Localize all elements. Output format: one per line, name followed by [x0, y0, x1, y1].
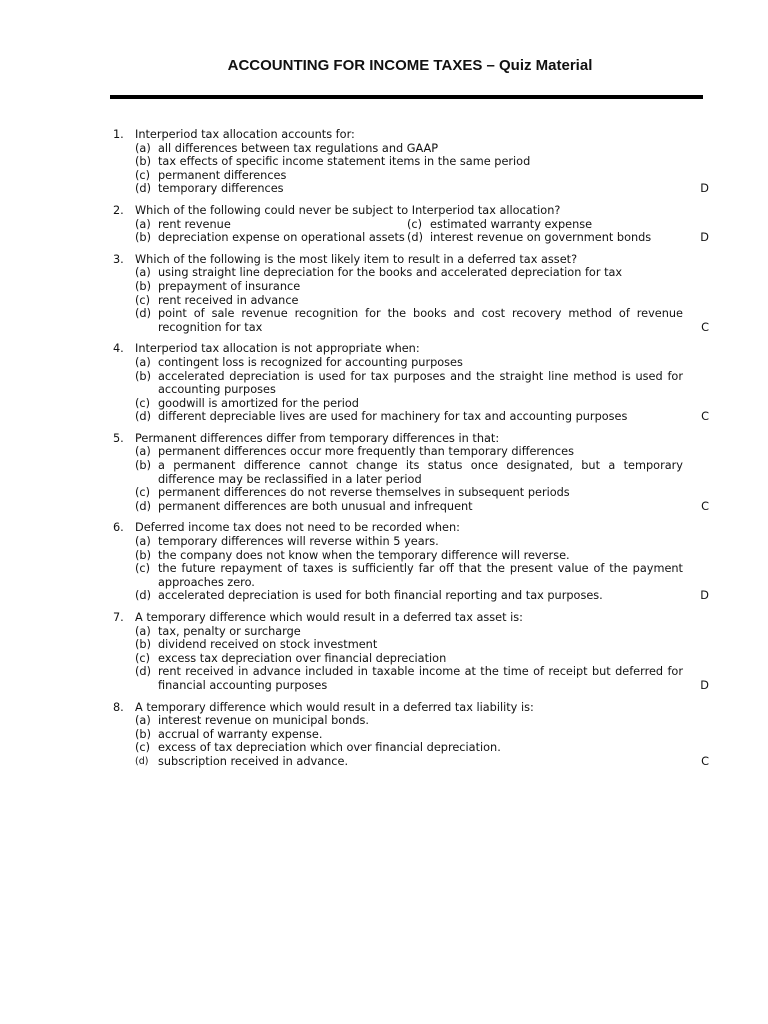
option-d: (d) interest revenue on government bonds: [407, 231, 652, 245]
question-1: [113, 128, 711, 196]
option-c: (c) the future repayment of taxes is sufficiently far off that the present value of the payment approaches zero.: [135, 562, 683, 589]
answer-key: C: [701, 320, 709, 334]
question-stem: Permanent differences differ from temporary differences in that:: [135, 431, 500, 445]
option-c: (c) rent received in advance: [135, 293, 299, 307]
page-title: ACCOUNTING FOR INCOME TAXES – Quiz Material: [227, 57, 593, 74]
option-a: (a) tax, penalty or surcharge: [135, 624, 301, 638]
option-c: (c) excess tax depreciation over financial depreciation: [135, 651, 447, 665]
question-stem: A temporary difference which would result in a deferred tax asset is:: [135, 611, 523, 624]
question-number: 3.: [113, 252, 124, 266]
option-b: (b) dividend received on stock investment: [135, 638, 378, 652]
option-d: (d) accelerated depreciation is used for both financial reporting and tax purposes. D: [135, 589, 709, 603]
option-c: (c) excess of tax depreciation which over financial depreciation.: [135, 741, 501, 755]
option-a: (a) temporary differences will reverse within 5 years.: [135, 535, 439, 549]
option-c: (c) permanent differences do not reverse themselves in subsequent periods: [135, 486, 570, 500]
question-number: 1.: [113, 128, 124, 141]
option-b: (b) tax effects of specific income statement items in the same period: [135, 155, 531, 169]
question-2: [113, 204, 711, 245]
option-c: (c) permanent differences: [135, 168, 287, 182]
option-d: (d) permanent differences are both unusual and infrequent C: [135, 499, 709, 513]
question-number: 8.: [113, 700, 124, 714]
option-a: (a) using straight line depreciation for the books and accelerated depreciation for tax: [135, 266, 623, 280]
option-a: (a) contingent loss is recognized for accounting purposes: [135, 355, 463, 369]
question-stem: A temporary difference which would result in a deferred tax liability is:: [135, 700, 534, 714]
question-7: [113, 611, 711, 693]
question-5: [113, 432, 711, 514]
option-b: (b) depreciation expense on operational assets: [135, 231, 405, 245]
question-6: [113, 521, 711, 603]
question-4: [113, 342, 711, 424]
option-b: (b) the company does not know when the temporary difference will reverse.: [135, 548, 570, 562]
option-b: (b) a permanent difference cannot change its status once designated, but a temporary difference may be reclassified in a later period: [135, 459, 683, 486]
option-a: (a) interest revenue on municipal bonds.: [135, 714, 369, 728]
option-a: (a) all differences between tax regulations and GAAP: [135, 141, 439, 155]
question-stem: Interperiod tax allocation accounts for:: [135, 128, 355, 141]
question-number: 5.: [113, 431, 124, 445]
question-stem: Interperiod tax allocation is not appropriate when:: [135, 342, 420, 356]
option-a: (a) rent revenue: [135, 217, 231, 231]
answer-key: D: [700, 589, 709, 603]
option-d: (d) subscription received in advance. C: [135, 754, 709, 768]
option-b: (b) accelerated depreciation is used for tax purposes and the straight line method is used for accounting purposes: [135, 369, 683, 397]
question-8: [113, 701, 711, 769]
question-3: [113, 253, 711, 335]
answer-key: D: [700, 231, 709, 245]
question-number: 6.: [113, 521, 124, 535]
option-d: (d) temporary differences D: [135, 182, 709, 196]
question-number: 4.: [113, 342, 124, 356]
question-stem: Which of the following is the most likely item to result in a deferred tax asset?: [135, 252, 578, 266]
question-number: 7.: [113, 611, 124, 624]
answer-key: D: [700, 182, 709, 196]
option-d: (d) point of sale revenue recognition for the books and cost recovery method of revenue recognition for tax C: [135, 307, 709, 334]
question-stem: Deferred income tax does not need to be recorded when:: [135, 521, 460, 535]
question-list: [113, 128, 711, 777]
question-number: 2.: [113, 203, 124, 217]
option-b: (b) accrual of warranty expense.: [135, 727, 323, 741]
option-c: (c) estimated warranty expense: [407, 217, 593, 231]
option-d: (d) rent received in advance included in taxable income at the time of receipt but deferred for financial accounting purposes D: [135, 665, 709, 692]
option-d: (d) different depreciable lives are used for machinery for tax and accounting purposes C: [135, 410, 709, 424]
question-stem: Which of the following could never be subject to Interperiod tax allocation?: [135, 203, 561, 217]
answer-key: C: [701, 754, 709, 768]
option-b: (b) prepayment of insurance: [135, 279, 301, 293]
answer-key: D: [700, 678, 709, 692]
option-a: (a) permanent differences occur more frequently than temporary differences: [135, 445, 574, 459]
answer-key: C: [701, 499, 709, 513]
option-c: (c) goodwill is amortized for the period: [135, 396, 359, 410]
answer-key: C: [701, 410, 709, 424]
title-divider: [110, 95, 703, 99]
